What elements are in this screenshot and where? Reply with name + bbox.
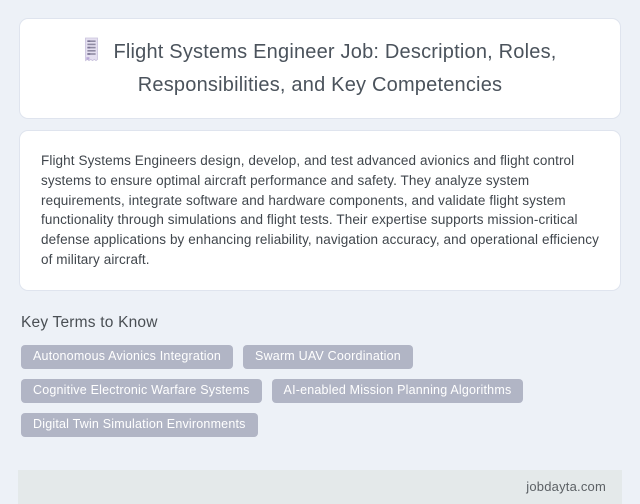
key-term-tag: Cognitive Electronic Warfare Systems [21, 379, 262, 403]
key-terms-heading: Key Terms to Know [21, 313, 158, 331]
key-term-tag: AI-enabled Mission Planning Algorithms [272, 379, 524, 403]
footer-bar [18, 470, 622, 504]
key-term-tag: Digital Twin Simulation Environments [21, 413, 258, 437]
title-card [19, 18, 621, 119]
footer-site-name: jobdayta.com [526, 479, 606, 495]
job-description-text: Flight Systems Engineers design, develop, and test advanced avionics and flight control systems to ensure optimal aircraft performance and safety. They analyze system requirements, integrate software and hardware components, and validate flight system functionality through simulations and flight tests. Their expertise supports mission-critical defense applications by enhancing reliability, navigation accuracy, and operational efficiency of military aircraft. [41, 153, 599, 267]
receipt-icon [83, 37, 100, 62]
key-terms-tag-list [21, 345, 621, 437]
page-title-text: Flight Systems Engineer Job: Description, Roles, Responsibilities, and Key Competencies [113, 41, 557, 96]
description-card [19, 130, 621, 291]
page-title [54, 36, 586, 102]
key-term-tag: Autonomous Avionics Integration [21, 345, 233, 369]
key-term-tag: Swarm UAV Coordination [243, 345, 413, 369]
